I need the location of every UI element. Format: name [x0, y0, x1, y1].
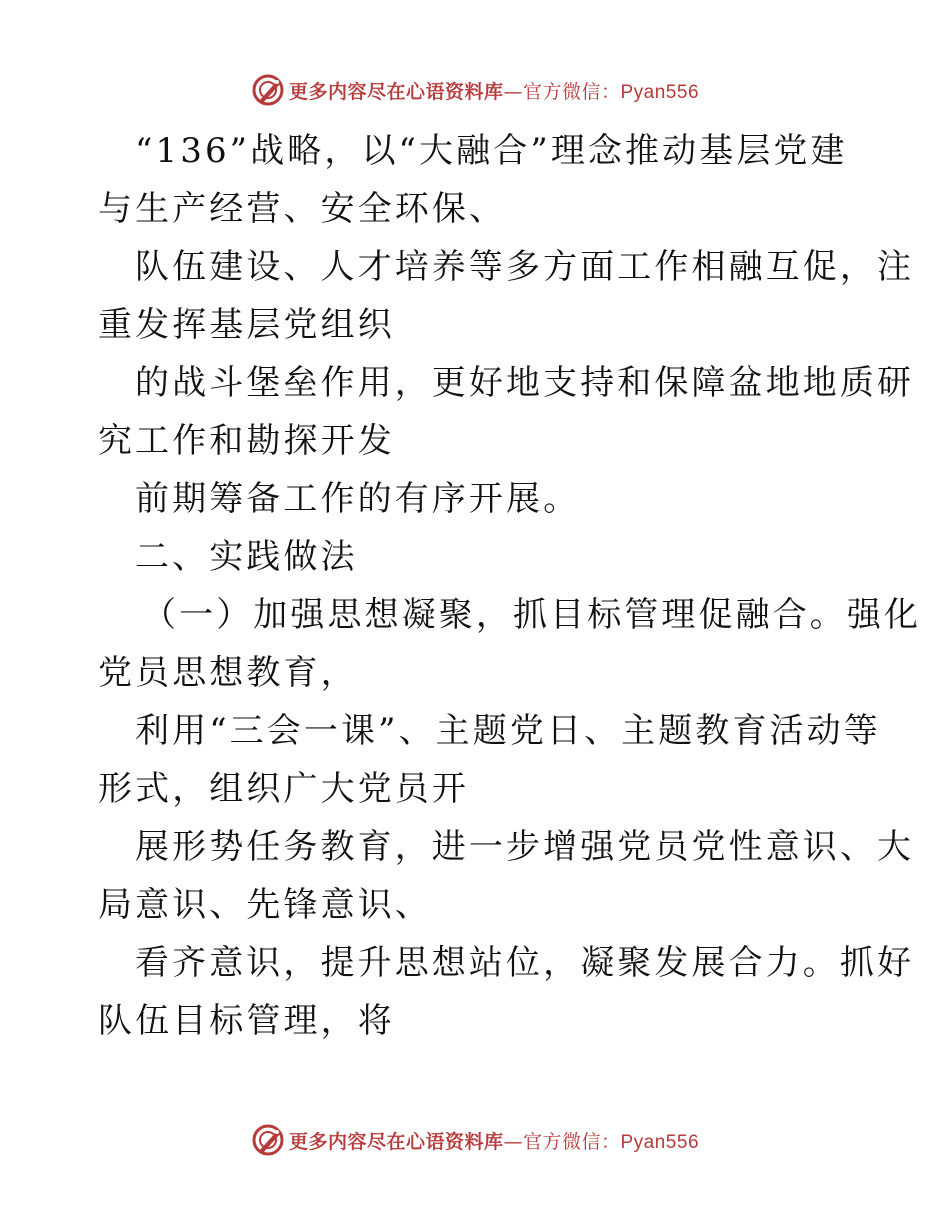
- watermark-wechat-label: 官方微信：: [522, 1130, 621, 1153]
- body-line: 的战斗堡垒作用，更好地支持和保障盆地地质研: [135, 363, 915, 403]
- body-line: 与生产经营、安全环保、: [98, 189, 507, 229]
- header-watermark: [0, 70, 950, 110]
- section-heading: 二、实践做法: [135, 537, 358, 577]
- body-line: 前期筹备工作的有序开展。: [135, 479, 581, 519]
- pen-logo-icon: [251, 73, 285, 107]
- watermark-brand: 更多内容尽在心语资料库: [288, 1130, 504, 1153]
- body-line: 看齐意识，提升思想站位，凝聚发展合力。抓好: [135, 943, 915, 983]
- document-body: [98, 122, 922, 1050]
- body-line: 队伍建设、人才培养等多方面工作相融互促，注: [135, 247, 915, 287]
- watermark-wechat-id: Pyan556: [620, 1131, 700, 1153]
- body-line: 局意识、先锋意识、: [98, 885, 432, 925]
- watermark-dash: —: [503, 1130, 523, 1153]
- body-line: 展形势任务教育，进一步增强党员党性意识、大: [135, 827, 915, 867]
- body-line: 党员思想教育，: [98, 653, 358, 693]
- body-line: 究工作和勘探开发: [98, 421, 395, 461]
- watermark-text: [289, 77, 699, 104]
- footer-watermark: [0, 1120, 950, 1160]
- body-line: 利用“三会一课”、主题党日、主题教育活动等: [135, 711, 881, 751]
- pen-logo-icon: [251, 1123, 285, 1157]
- watermark-wechat-label: 官方微信：: [522, 80, 621, 103]
- body-line: “136”战略，以“大融合”理念推动基层党建: [135, 131, 848, 171]
- subsection-heading-line: （一）加强思想凝聚，抓目标管理促融合。强化: [142, 595, 922, 635]
- watermark-dash: —: [503, 80, 523, 103]
- body-line: 形式，组织广大党员开: [98, 769, 469, 809]
- body-line: 队伍目标管理，将: [98, 1001, 395, 1041]
- body-line: 重发挥基层党组织: [98, 305, 395, 345]
- watermark-text: [289, 1127, 699, 1154]
- watermark-wechat-id: Pyan556: [620, 81, 700, 103]
- watermark-brand: 更多内容尽在心语资料库: [288, 80, 504, 103]
